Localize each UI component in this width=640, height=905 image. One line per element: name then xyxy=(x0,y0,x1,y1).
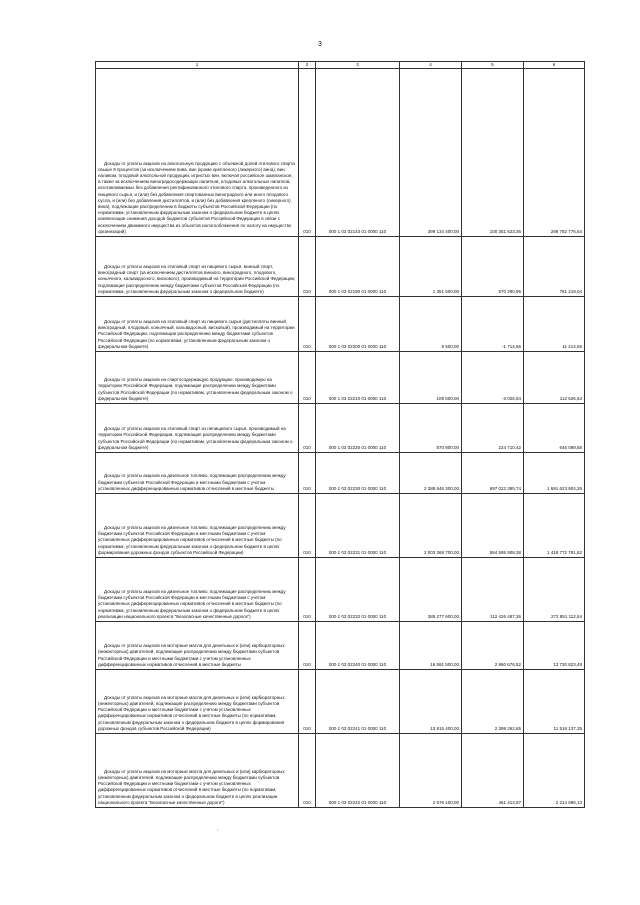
table-row xyxy=(96,69,585,237)
row-name-text: Доходы от уплаты акцизов на дизельное топливо, подлежащие распределению между бюджетами субъектов Российской Федерации и местными бюджетами с учетом установленных дифференцированных нормативов отчислений в местные бюджеты xyxy=(98,473,286,491)
row-unexecuted: 781 219,04 xyxy=(524,237,585,297)
row-name-text: Доходы от уплаты акцизов на этиловый спирт из непищевого сырья, производимый на территории Российской Федерации, подлежащие распределению между бюджетами субъектов Российской Федерации (по нормативам, установленным федеральным законом о федеральном бюджете) xyxy=(98,426,293,450)
row-budget-code: 000 1 03 02220 01 0000 110 xyxy=(316,404,400,453)
row-name-text: Доходы от уплаты акцизов на моторные масла для дизельных и (или) карбюраторных (инжекторных) двигателей, подлежащие распределению между бюджетами субъектов Российской Федерации и местными бюджетами с учетом установленных дифференцированных нормативов отчислений в местные бюджеты (по нормативам, установленным федеральным законом о федеральном бюджете в целях формирования дорожных фондов субъектов Российской Федерации) xyxy=(98,694,285,731)
row-unexecuted: 11 214,56 xyxy=(524,297,585,352)
table-row xyxy=(96,622,585,670)
row-approved: 9 500,00 xyxy=(400,297,462,352)
row-name-text: Доходы от уплаты акцизов на моторные масла для дизельных и (или) карбюраторных (инжекторных) двигателей, подлежащие распределению между бюджетами субъектов Российской Федерации и местными бюджетами с учетом установленных дифференцированных нормативов отчислений в местные бюджеты xyxy=(98,643,285,667)
row-budget-code: 000 1 03 02242 01 0000 110 xyxy=(316,734,400,808)
row-executed: 100 351 623,36 xyxy=(462,69,524,237)
table-body xyxy=(96,62,585,808)
row-budget-code: 000 1 03 02190 01 0000 110 xyxy=(316,237,400,297)
row-unexecuted: 272 851 112,64 xyxy=(524,558,585,622)
row-budget-code: 000 1 03 02143 01 0000 110 xyxy=(316,69,400,237)
table-row xyxy=(96,558,585,622)
row-unexecuted: 298 782 776,64 xyxy=(524,69,585,237)
revenue-table xyxy=(95,61,585,808)
row-name-text: Доходы от уплаты акцизов на моторные масла для дизельных и (или) карбюраторных (инжекторных) двигателей, подлежащие распределению между бюджетами субъектов Российской Федерации и местными бюджетами с учетом установленных дифференцированных нормативов отчислений в местные бюджеты (по нормативам, установленным федеральным законом о федеральном бюджете в целях реализации национального проекта "Безопасные качественные дороги") xyxy=(98,768,285,805)
row-name-text: Доходы от уплаты акцизов на этиловый спирт из пищевого сырья (дистилляты винный, виноградный, плодовый, коньячный, кальвадосный, висковый), производимый на территории Российской Федерации, подлежащие распределению между бюджетами субъектов Российской Федерации (по нормативам, установленным федеральным законом о федеральном бюджете) xyxy=(98,318,295,349)
row-name xyxy=(96,622,299,670)
row-name-text: Доходы от уплаты акцизов на дизельное топливо, подлежащие распределению между бюджетами субъектов Российской Федерации и местными бюджетами с учетом установленных дифференцированных нормативов отчислений в местные бюджеты (по нормативам, установленным федеральным законом о федеральном бюджете в целях реализации национального проекта "Безопасные качественные дороги") xyxy=(98,588,286,619)
row-line-code: 010 xyxy=(299,237,316,297)
row-name xyxy=(96,297,299,352)
row-approved: 399 134 400,00 xyxy=(400,69,462,237)
row-budget-code: 000 1 03 02240 01 0000 110 xyxy=(316,622,400,670)
row-name xyxy=(96,404,299,453)
row-approved: 2 676 100,00 xyxy=(400,734,462,808)
row-approved: 870 800,00 xyxy=(400,404,462,453)
table-row xyxy=(96,670,585,734)
header-col-1: 1 xyxy=(96,62,299,69)
row-approved: 2 388 646 300,00 xyxy=(400,453,462,494)
row-executed: 697 022 395,74 xyxy=(462,453,524,494)
row-line-code: 010 xyxy=(299,670,316,734)
row-unexecuted: 112 626,54 xyxy=(524,352,585,404)
row-name xyxy=(96,237,299,297)
row-name-text: Доходы от уплаты акцизов на дизельное топливо, подлежащие распределению между бюджетами субъектов Российской Федерации и местными бюджетами с учетом установленных дифференцированных нормативов отчислений в местные бюджеты (по нормативам, установленным федеральным законом о федеральном бюджете в целях формирования дорожных фондов субъектов Российской Федерации) xyxy=(98,524,286,555)
table-header-row xyxy=(96,62,585,69)
row-executed: -3 026,54 xyxy=(462,352,524,404)
row-budget-code: 000 1 03 02231 01 0000 110 xyxy=(316,494,400,558)
row-approved: 16 591 500,00 xyxy=(400,622,462,670)
header-col-5: 5 xyxy=(462,62,524,69)
row-unexecuted: 1 418 772 791,62 xyxy=(524,494,585,558)
row-executed: 570 280,96 xyxy=(462,237,524,297)
row-unexecuted: 11 516 137,35 xyxy=(524,670,585,734)
table-row xyxy=(96,453,585,494)
row-executed: -1 714,56 xyxy=(462,297,524,352)
row-executed: 2 860 676,52 xyxy=(462,622,524,670)
row-unexecuted: 1 691 623 904,26 xyxy=(524,453,585,494)
row-name xyxy=(96,734,299,808)
row-line-code: 010 xyxy=(299,622,316,670)
header-col-2: 2 xyxy=(299,62,316,69)
row-approved: 1 351 500,00 xyxy=(400,237,462,297)
row-line-code: 010 xyxy=(299,494,316,558)
row-name-text: Доходы от уплаты акцизов на алкогольную продукцию с объемной долей этилового спирта свыше 9 процентов (за исключением пива, вин (кроме крепленого (ликерного) вина), вин наливом, плодовой алкогольной продукции, игристых вин, включая российское шампанское, а также за исключением виноградосодержащих напитков, плодовых алкогольных напитков, изготавливаемых без добавления ректификованного этилового спирта, произведенного из пищевого сырья, и (или) без добавления спиртованных виноградного или иного плодового сусла, и (или) без добавления дистиллятов, и (или) без добавления крепленого (ликерного) вина), подлежащие распределению в бюджеты субъектов Российской Федерации (по нормативам, установленным федеральным законом о федеральном бюджете в целях компенсации снижения доходов бюджетов субъектов Российской Федерации в связи с исключением движимого имущества из объектов налогообложения по налогу на имущество организаций) xyxy=(98,160,295,234)
header-col-6: 6 xyxy=(524,62,585,69)
row-line-code: 010 xyxy=(299,558,316,622)
row-name xyxy=(96,558,299,622)
header-col-3: 3 xyxy=(316,62,400,69)
row-approved: 13 915 400,00 xyxy=(400,670,462,734)
row-line-code: 010 xyxy=(299,297,316,352)
row-line-code: 010 xyxy=(299,69,316,237)
row-name-text: Доходы от уплаты акцизов на этиловый спирт из пищевого сырья, винный спирт, виноградный спирт (за исключением дистиллятов винного, виноградного, плодового, коньячного, кальвадосного, вискового), производимый на территории Российской Федерации, подлежащие распределению между бюджетами субъектов Российской Федерации (по нормативам, установленным федеральным законом о федеральном бюджете) xyxy=(98,263,296,294)
row-line-code: 010 xyxy=(299,352,316,404)
row-executed: 461 413,87 xyxy=(462,734,524,808)
header-col-4: 4 xyxy=(400,62,462,69)
table-row xyxy=(96,404,585,453)
table-row xyxy=(96,297,585,352)
row-name xyxy=(96,352,299,404)
row-name xyxy=(96,453,299,494)
table-row xyxy=(96,494,585,558)
row-line-code: 010 xyxy=(299,453,316,494)
table-row xyxy=(96,734,585,808)
row-budget-code: 000 1 03 02232 01 0000 110 xyxy=(316,558,400,622)
row-budget-code: 000 1 03 02200 01 0000 110 xyxy=(316,297,400,352)
footer-mark: , xyxy=(217,826,219,832)
table-row xyxy=(96,237,585,297)
row-approved: 2 003 368 700,00 xyxy=(400,494,462,558)
row-budget-code: 000 1 03 02210 01 0000 110 xyxy=(316,352,400,404)
row-executed: 224 710,42 xyxy=(462,404,524,453)
row-name xyxy=(96,670,299,734)
row-unexecuted: 13 730 823,48 xyxy=(524,622,585,670)
page-number: 3 xyxy=(318,41,322,48)
row-executed: 584 595 908,38 xyxy=(462,494,524,558)
row-approved: 385 277 600,00 xyxy=(400,558,462,622)
row-unexecuted: 2 214 686,13 xyxy=(524,734,585,808)
row-line-code: 010 xyxy=(299,734,316,808)
row-name xyxy=(96,494,299,558)
row-name-text: Доходы от уплаты акцизов на спиртосодержащую продукцию, производимую на территории Российской Федерации, подлежащие распределению между бюджетами субъектов Российской Федерации (по нормативам, установленным федеральным законом о федеральном бюджете) xyxy=(98,377,293,401)
row-approved: 109 600,00 xyxy=(400,352,462,404)
row-executed: 2 399 262,65 xyxy=(462,670,524,734)
row-executed: 112 426 487,36 xyxy=(462,558,524,622)
row-line-code: 010 xyxy=(299,404,316,453)
row-unexecuted: 646 089,58 xyxy=(524,404,585,453)
row-budget-code: 000 1 03 02241 01 0000 110 xyxy=(316,670,400,734)
row-name xyxy=(96,69,299,237)
row-budget-code: 000 1 03 02230 01 0000 110 xyxy=(316,453,400,494)
table-row xyxy=(96,352,585,404)
